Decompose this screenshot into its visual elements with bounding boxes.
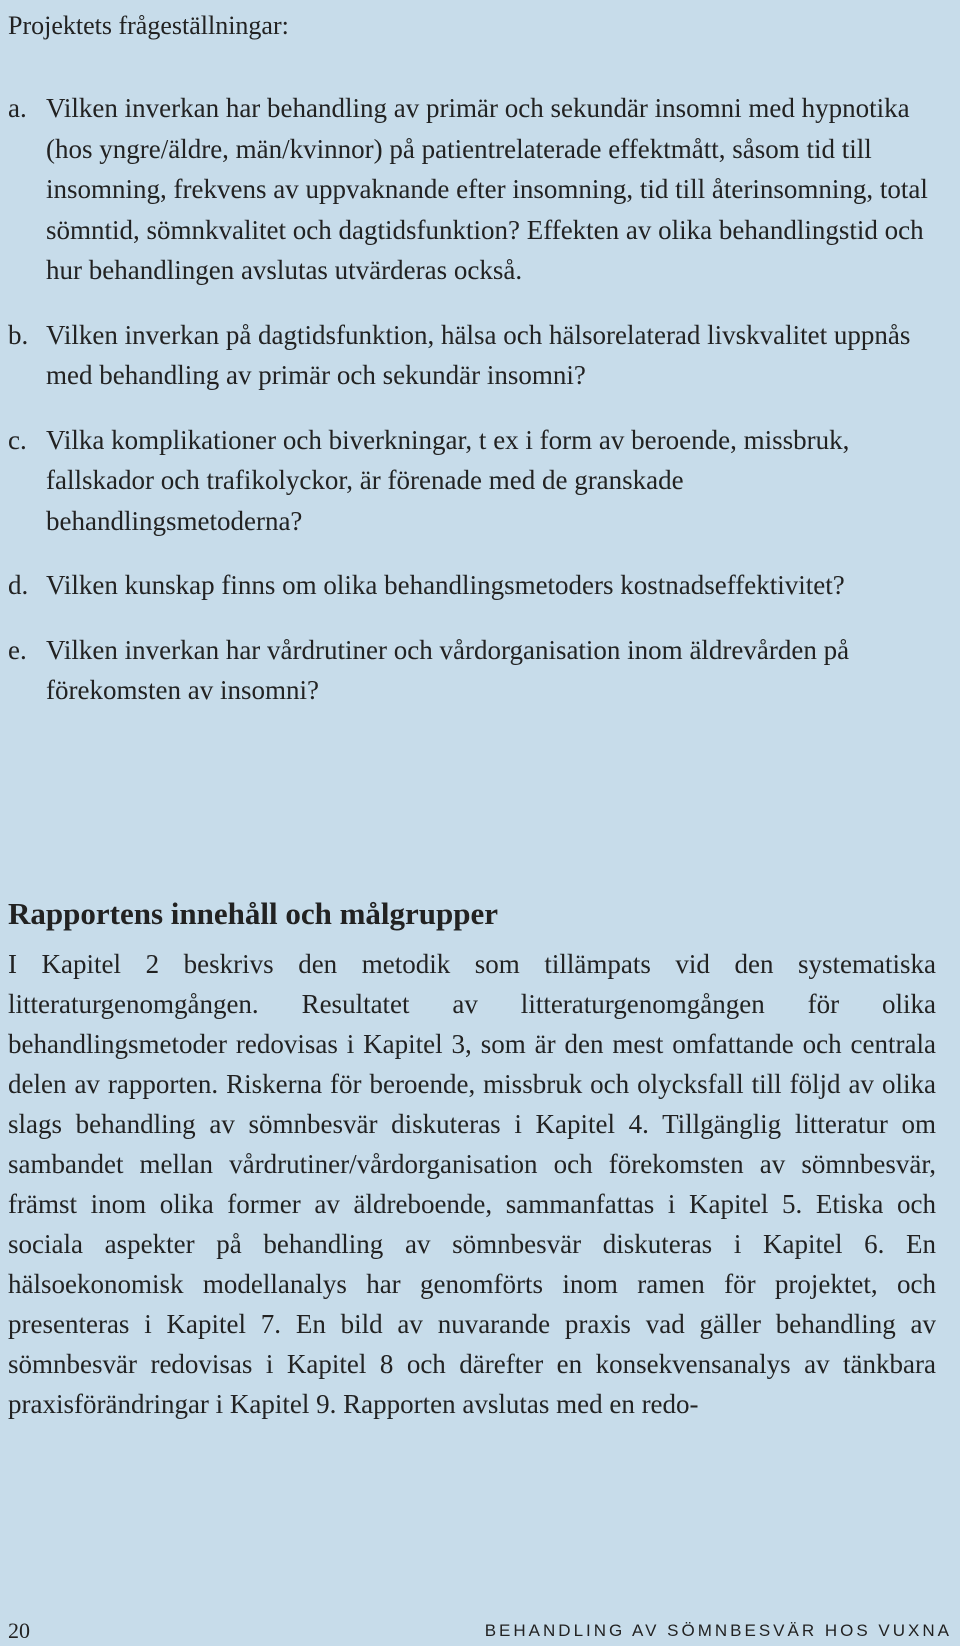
question-letter: b. bbox=[8, 319, 29, 350]
question-text: Vilken inverkan har vårdrutiner och vårdorganisation inom äldrevården på förekomsten av insomni? bbox=[46, 634, 850, 705]
page-footer bbox=[0, 1618, 960, 1646]
question-text: Vilken inverkan på dagtidsfunktion, hälsa och hälsorelaterad livskvalitet uppnås med behandling av primär och sekundär insomni? bbox=[46, 319, 911, 390]
question-letter: a. bbox=[8, 93, 27, 123]
running-title: BEHANDLING AV SÖMNBESVÄR HOS VUXNA bbox=[484, 1621, 952, 1640]
question-item bbox=[8, 88, 933, 291]
question-list bbox=[8, 88, 933, 735]
question-text: Vilken kunskap finns om olika behandlingsmetoders kostnadseffektivitet? bbox=[46, 570, 845, 600]
question-letter: e. bbox=[8, 634, 27, 665]
question-letter: c. bbox=[8, 424, 27, 455]
question-letter: d. bbox=[8, 570, 29, 600]
intro-line: Projektets frågeställningar: bbox=[8, 11, 289, 40]
question-text: Vilken inverkan har behandling av primär och sekundär insomni med hypnotika (hos yngre/äldre, män/kvinnor) på patientrelaterade effektmått, såsom tid till insomning, frekvens av uppvaknande efter insomning, tid till återinsomning, total sömntid, sömnkvalitet och dagtidsfunktion? Effekten av olika behandlingstid och hur behandlingen avslutas utvärderas också. bbox=[46, 93, 928, 285]
question-item bbox=[8, 630, 933, 711]
question-item bbox=[8, 565, 933, 606]
section-heading: Rapportens innehåll och målgrupper bbox=[8, 896, 499, 931]
question-text: Vilka komplikationer och biverkningar, t ex i form av beroende, missbruk, fallskador och trafikolyckor, är förenade med de granskade behandlingsmetoderna? bbox=[46, 424, 850, 536]
page-number: 20 bbox=[8, 1618, 30, 1643]
body-paragraph: I Kapitel 2 beskrivs den metodik som tillämpats vid den systematiska litteraturgenomgången. Resultatet av litteraturgenomgången för olika behandlingsmetoder redovisas i Kapitel 3, som är den mest omfattande och centrala delen av rapporten. Riskerna för beroende, missbruk och olycksfall till följd av olika slags behandling av sömnbesvär diskuteras i Kapitel 4. Tillgänglig litteratur om sambandet mellan vårdrutiner/vårdorganisation och förekomsten av sömnbesvär, främst inom olika former av äldreboende, sammanfattas i Kapitel 5. Etiska och sociala aspekter på behandling av sömnbesvär diskuteras i Kapitel 6. En hälsoekonomisk modellanalys har genomförts inom ramen för projektet, och presenteras i Kapitel 7. En bild av nuvarande praxis vad gäller behandling av sömnbesvär redovisas i Kapitel 8 och därefter en konsekvensanalys av tänkbara praxisförändringar i Kapitel 9. Rapporten avslutas med en redo- bbox=[8, 949, 936, 1419]
question-item bbox=[8, 315, 933, 396]
question-item bbox=[8, 420, 933, 542]
